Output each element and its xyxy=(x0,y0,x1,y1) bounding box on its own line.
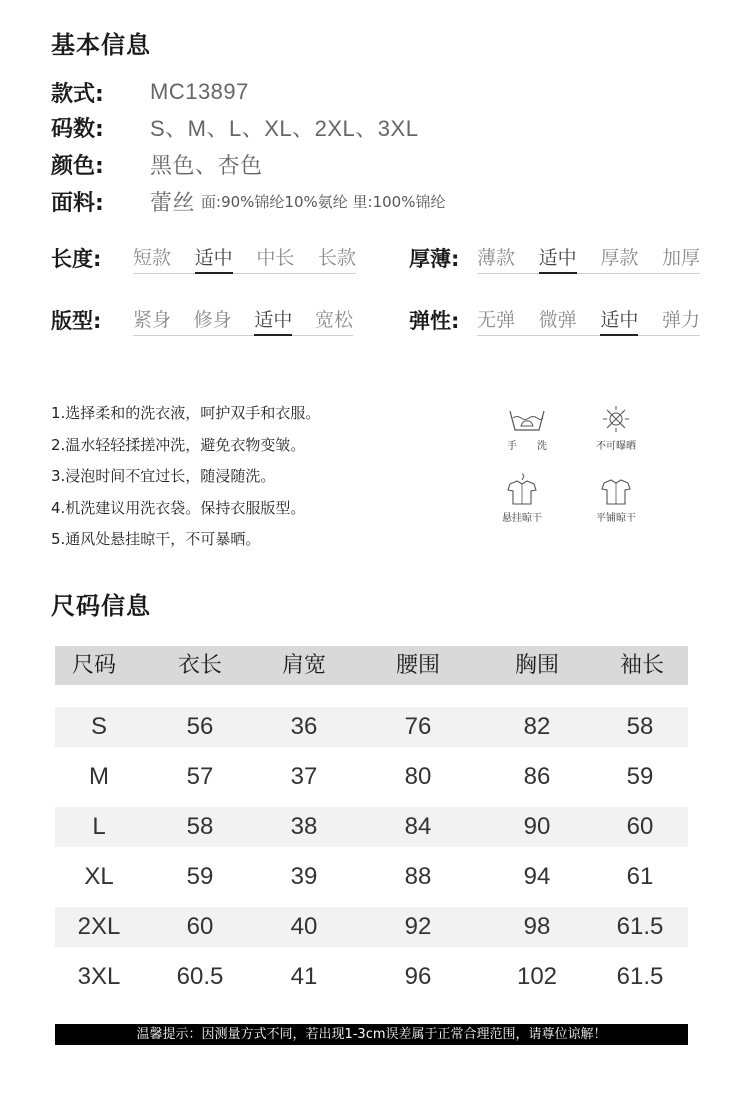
thickness-option: 加厚 xyxy=(661,247,700,269)
table-cell: 94 xyxy=(523,863,551,890)
header-sleeve: 袖长 xyxy=(619,653,665,678)
fit-label: 版型: xyxy=(51,309,102,333)
care-item: 4.机洗建议用洗衣袋。保持衣服版型。 xyxy=(51,498,306,517)
table-cell: 36 xyxy=(290,713,318,740)
no-sun-caption: 不可曝晒 xyxy=(596,441,636,452)
table-cell: 41 xyxy=(290,963,318,990)
care-item: 3.浸泡时间不宜过长，随浸随洗。 xyxy=(51,467,276,485)
fabric-detail: 面:90%锦纶10%氨纶 里:100%锦纶 xyxy=(201,192,446,211)
table-cell: 59 xyxy=(186,863,214,890)
table-cell: 40 xyxy=(290,913,318,940)
sizes-label: 码数: xyxy=(51,116,104,142)
table-cell: L xyxy=(92,813,106,840)
table-cell: 102 xyxy=(516,963,558,990)
style-value: MC13897 xyxy=(150,79,249,104)
fit-option: 修身 xyxy=(193,309,232,331)
thickness-option: 薄款 xyxy=(477,247,516,269)
basic-info-title: 基本信息 xyxy=(51,31,151,59)
sizes-row xyxy=(51,112,418,142)
size-table-header xyxy=(55,646,688,685)
table-cell: 86 xyxy=(523,763,551,790)
hang-dry-care xyxy=(482,472,562,524)
hang-dry-caption: 悬挂晾干 xyxy=(502,513,542,524)
length-options xyxy=(133,245,356,274)
length-option: 适中 xyxy=(194,247,233,269)
table-cell: 61.5 xyxy=(616,913,664,940)
thickness-option: 适中 xyxy=(538,247,577,269)
table-cell: 2XL xyxy=(77,913,121,940)
no-sun-care xyxy=(576,404,656,452)
sizes-value: S、M、L、XL、2XL、3XL xyxy=(150,115,419,141)
style-label: 款式: xyxy=(51,81,104,107)
length-option: 短款 xyxy=(133,247,172,269)
colors-row xyxy=(51,149,263,179)
table-cell: 60.5 xyxy=(176,963,224,990)
length-option: 长款 xyxy=(317,247,356,269)
style-row xyxy=(51,77,249,107)
table-cell: XL xyxy=(84,863,114,890)
table-cell: 56 xyxy=(186,713,214,740)
fabric-label: 面料: xyxy=(51,190,104,216)
table-cell: 38 xyxy=(290,813,318,840)
fit-options xyxy=(133,307,353,336)
table-cell: 60 xyxy=(626,813,654,840)
hang-dry-icon xyxy=(502,472,542,506)
table-cell: 3XL xyxy=(77,963,121,990)
table-cell: 61 xyxy=(626,863,654,890)
colors-label: 颜色: xyxy=(51,153,104,179)
elasticity-option: 适中 xyxy=(600,309,639,331)
thickness-options xyxy=(477,245,700,274)
table-row xyxy=(55,807,688,847)
fabric-row xyxy=(51,186,445,216)
header-chest: 胸围 xyxy=(514,653,560,678)
care-item: 5.通风处悬挂晾干，不可暴晒。 xyxy=(51,530,261,548)
table-cell: 90 xyxy=(523,813,551,840)
table-cell: 60 xyxy=(186,913,214,940)
care-item: 2.温水轻轻揉搓冲洗，避免衣物变皱。 xyxy=(51,435,306,454)
elasticity-option: 无弹 xyxy=(477,309,516,331)
header-waist: 腰围 xyxy=(395,653,441,678)
care-item: 1.选择柔和的洗衣液，呵护双手和衣服。 xyxy=(51,404,321,422)
hand-wash-care xyxy=(487,406,567,452)
table-cell: 59 xyxy=(626,763,654,790)
elasticity-option: 弹力 xyxy=(661,309,700,331)
flat-dry-care xyxy=(576,477,656,524)
footer-note: 温馨提示：因测量方式不同，若出现1-3cm误差属于正常合理范围，请尊位谅解！ xyxy=(55,1024,688,1045)
size-info-title: 尺码信息 xyxy=(51,592,151,620)
care-instructions xyxy=(51,398,320,556)
table-cell: 82 xyxy=(523,713,551,740)
fabric-value: 蕾丝 xyxy=(150,190,196,216)
header-length: 衣长 xyxy=(177,653,223,678)
table-cell: 58 xyxy=(186,813,214,840)
header-size: 尺码 xyxy=(71,653,117,678)
elasticity-label: 弹性: xyxy=(409,309,460,333)
table-cell: 84 xyxy=(404,813,432,840)
table-cell: 37 xyxy=(290,763,318,790)
elasticity-attribute xyxy=(409,306,700,336)
fit-option: 紧身 xyxy=(133,309,172,331)
elasticity-options xyxy=(477,307,700,336)
table-cell: 76 xyxy=(404,713,432,740)
length-attribute xyxy=(51,244,356,274)
thickness-attribute xyxy=(409,244,700,274)
colors-value: 黑色、杏色 xyxy=(150,153,263,179)
table-cell: 61.5 xyxy=(616,963,664,990)
table-cell: 58 xyxy=(626,713,654,740)
table-row xyxy=(55,707,688,747)
thickness-label: 厚薄: xyxy=(409,247,460,271)
flat-dry-icon xyxy=(596,477,636,506)
table-cell: 39 xyxy=(290,863,318,890)
table-cell: 88 xyxy=(404,863,432,890)
length-label: 长度: xyxy=(51,247,102,271)
no-sun-icon xyxy=(596,404,636,434)
thickness-option: 厚款 xyxy=(600,247,639,269)
table-cell: 57 xyxy=(186,763,214,790)
table-row xyxy=(55,857,688,897)
table-cell: S xyxy=(90,713,108,740)
table-row xyxy=(55,757,688,797)
table-row xyxy=(55,957,688,997)
hand-wash-icon xyxy=(507,406,547,434)
fit-option: 适中 xyxy=(254,309,293,331)
table-cell: 98 xyxy=(523,913,551,940)
fit-option: 宽松 xyxy=(314,309,353,331)
hand-wash-caption: 手 洗 xyxy=(507,441,547,452)
table-row xyxy=(55,907,688,947)
flat-dry-caption: 平铺晾干 xyxy=(596,513,636,524)
length-option: 中长 xyxy=(256,247,295,269)
table-cell: 80 xyxy=(404,763,432,790)
table-cell: M xyxy=(89,763,109,790)
header-shoulder: 肩宽 xyxy=(281,653,327,678)
elasticity-option: 微弹 xyxy=(538,309,577,331)
fit-attribute xyxy=(51,306,353,336)
table-cell: 96 xyxy=(404,963,432,990)
table-cell: 92 xyxy=(404,913,432,940)
